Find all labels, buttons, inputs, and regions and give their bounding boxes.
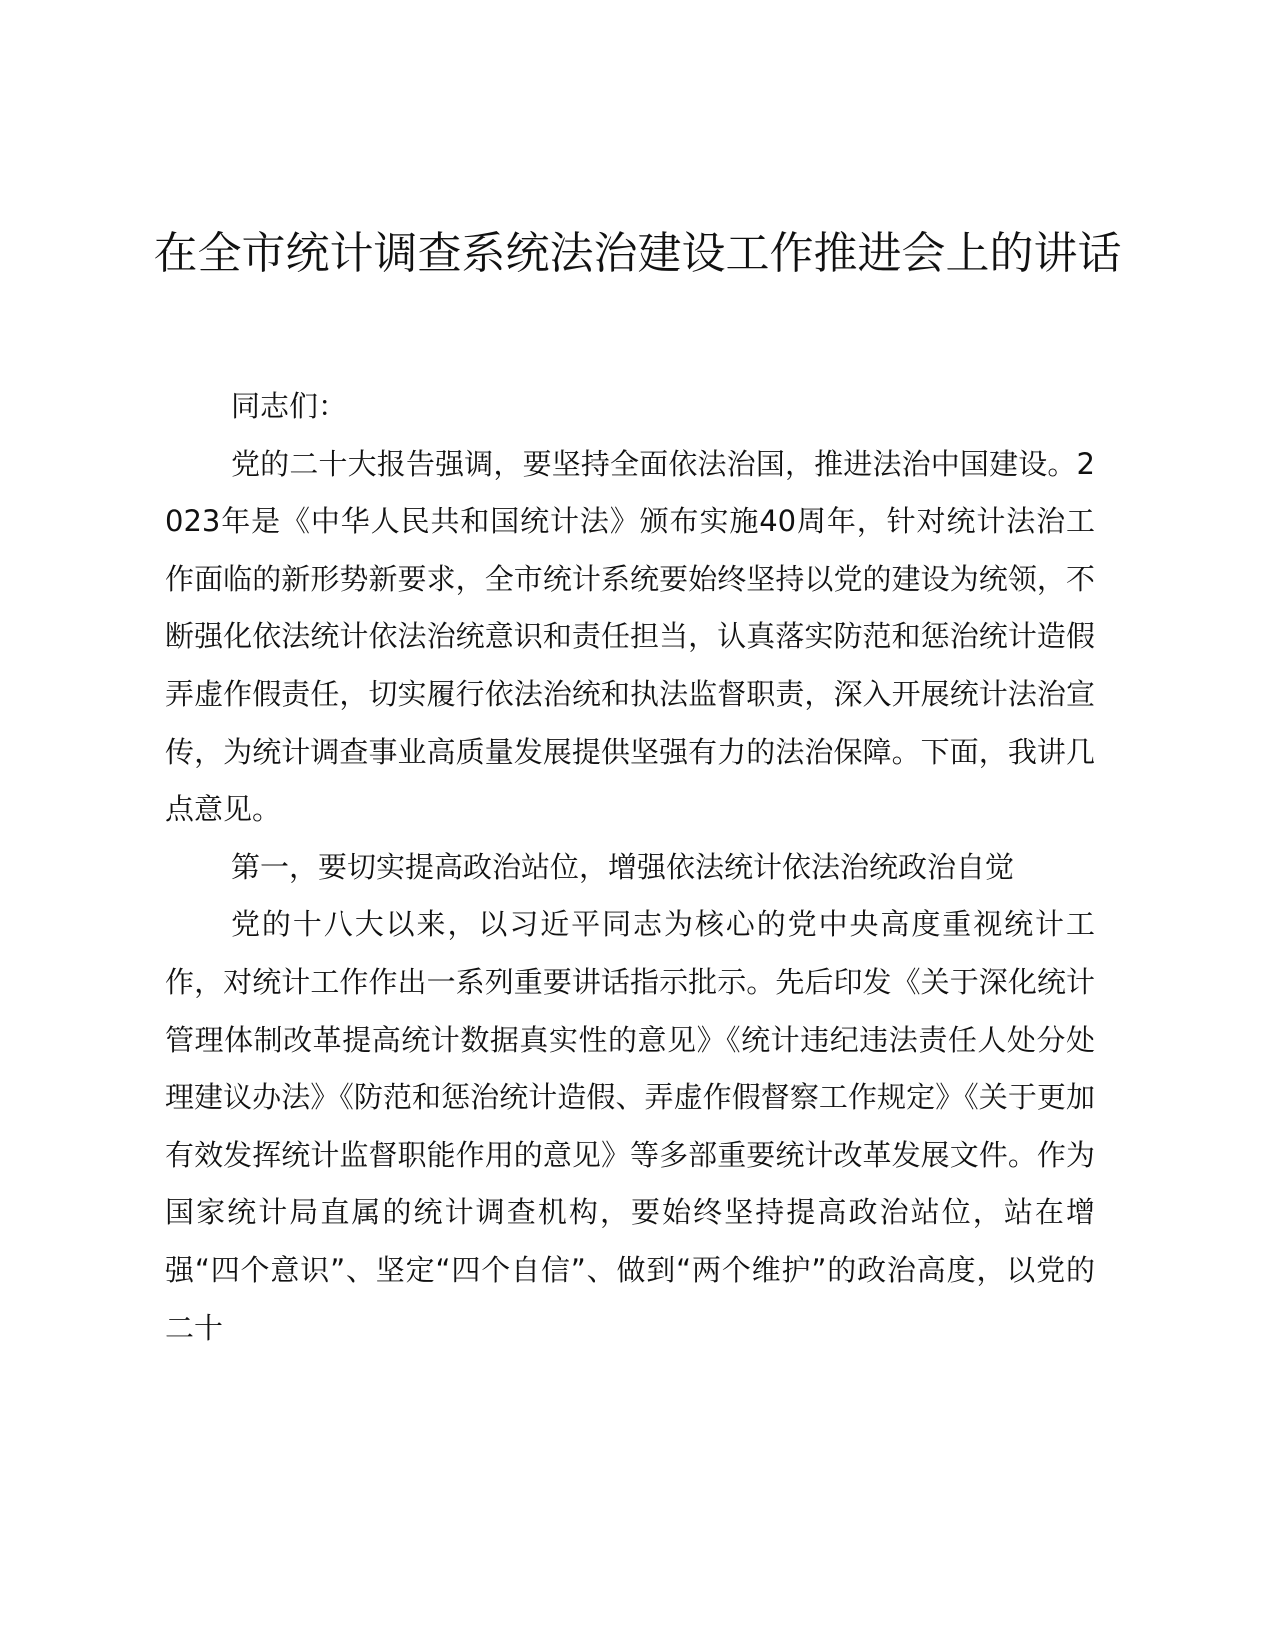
salutation: 同志们：: [231, 389, 348, 423]
paragraph-intro: 党的二十大报告强调，要坚持全面依法治国，推进法治中国建设。2023年是《中华人民共和国统计法》颁布实施40周年，针对统计法治工作面临的新形势新要求，全市统计系统要始终坚持以党的建设为统领，不断强化依法统计依法治统意识和责任担当，认真落实防范和惩治统计造假弄虚作假责任，切实履行依法治统和执法监督职责，深入开展统计法治宣传，为统计调查事业高质量发展提供坚强有力的法治保障。下面，我讲几点意见。: [165, 446, 1095, 827]
document-title: 在全市统计调查系统法治建设工作推进会上的讲话: [153, 228, 1122, 279]
section-heading-1: 第一，要切实提高政治站位，增强依法统计依法治统政治自觉: [231, 849, 1015, 884]
document-body: [165, 378, 1095, 1357]
paragraph-section-1: 党的十八大以来，以习近平同志为核心的党中央高度重视统计工作，对统计工作作出一系列重要讲话指示批示。先后印发《关于深化统计管理体制改革提高统计数据真实性的意见》《统计违纪违法责任人处分处理建议办法》《防范和惩治统计造假、弄虚作假督察工作规定》《关于更加有效发挥统计监督职能作用的意见》等多部重要统计改革发展文件。作为国家统计局直属的统计调查机构，要始终坚持提高政治站位，站在增强“四个意识”、坚定“四个自信”、做到“两个维护”的政治高度，以党的二十: [165, 907, 1095, 1345]
